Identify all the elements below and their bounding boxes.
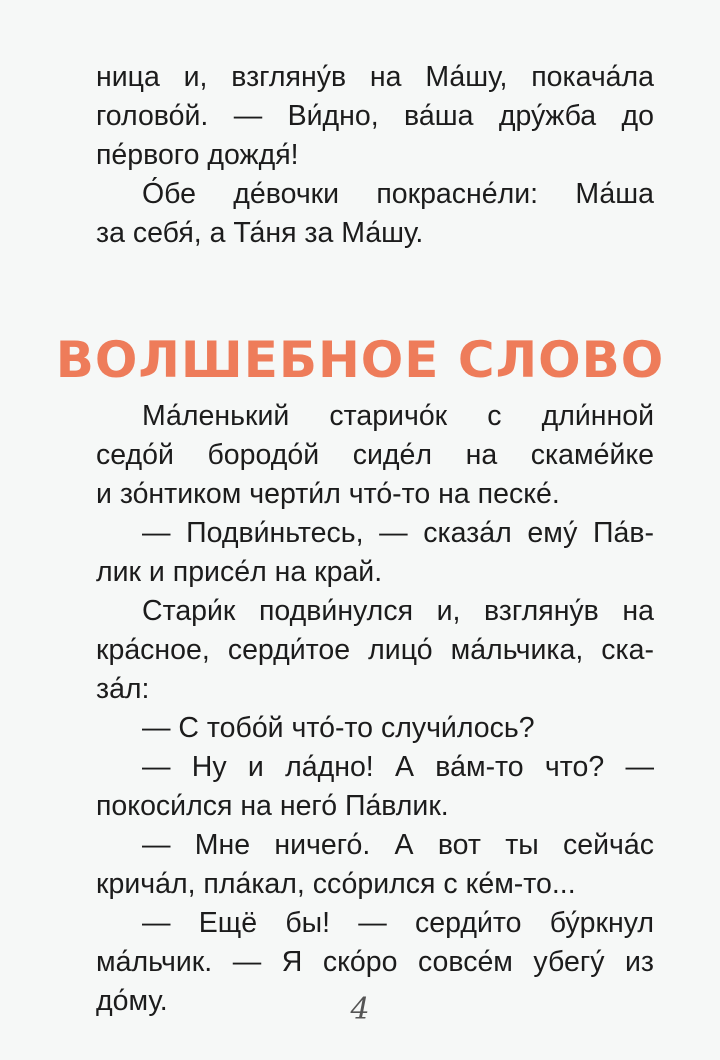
chapter-title: ВОЛШЕБНОЕ СЛОВО bbox=[55, 331, 665, 389]
text-line: — Ну и ла́дно! А ва́м-то что? — bbox=[142, 751, 654, 783]
text-line: Стари́к подви́нулся и, взгляну́в на bbox=[142, 595, 654, 627]
text-line: О́бе де́вочки покрасне́ли: Ма́ша bbox=[142, 178, 654, 210]
text-line: лик и присе́л на край. bbox=[96, 556, 383, 588]
text-line: — Подви́ньтесь, — сказа́л ему́ Па́в- bbox=[142, 517, 654, 549]
top-text bbox=[96, 58, 654, 253]
text-line: — Мне ничего́. А вот ты сейча́с bbox=[142, 829, 654, 861]
text-line: за себя́, а Та́ня за Ма́шу. bbox=[96, 217, 424, 249]
text-line: и зо́нтиком черти́л что́-то на песке́. bbox=[96, 478, 560, 510]
page-number: 4 bbox=[350, 992, 370, 1027]
text-line: за́л: bbox=[96, 673, 150, 705]
text-line: крича́л, пла́кал, ссо́рился с ке́м-то... bbox=[96, 868, 576, 900]
text-line: — Ещё бы! — серди́то бу́ркнул bbox=[142, 907, 654, 939]
text-line: до́му. bbox=[96, 985, 168, 1017]
text-line: кра́сное, серди́тое лицо́ ма́льчика, ска- bbox=[96, 634, 654, 666]
text-line: — С тобо́й что́-то случи́лось? bbox=[142, 712, 535, 744]
text-line: голово́й. — Ви́дно, ва́ша дру́жба до bbox=[96, 100, 654, 132]
text-line: Ма́ленький старичо́к с дли́нной bbox=[142, 400, 654, 432]
text-line: пе́рвого дождя́! bbox=[96, 139, 299, 171]
text-line: седо́й бородо́й сиде́л на скаме́йке bbox=[96, 439, 654, 471]
story-text bbox=[96, 397, 654, 1021]
text-line: ница и, взгляну́в на Ма́шу, покача́ла bbox=[96, 61, 654, 93]
text-line: покоси́лся на него́ Па́влик. bbox=[96, 790, 449, 822]
text-line: ма́льчик. — Я ско́ро совсе́м убегу́ из bbox=[96, 946, 654, 978]
